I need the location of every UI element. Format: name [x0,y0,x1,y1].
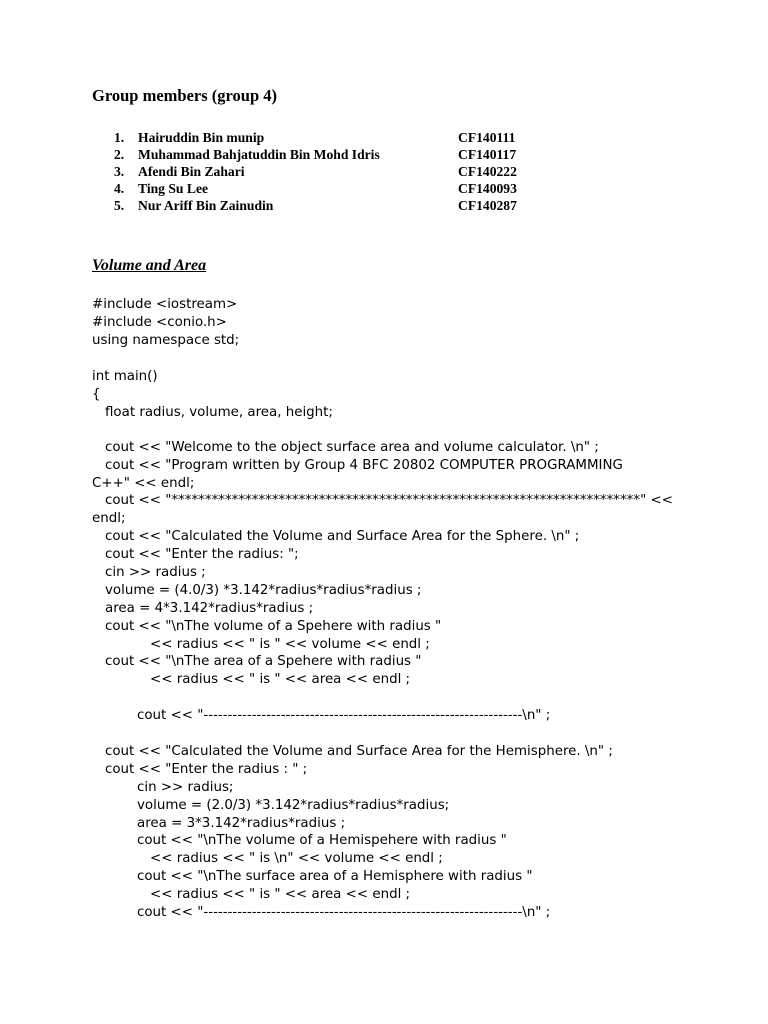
code-line: C++" << endl; [92,476,195,491]
member-name: Muhammad Bahjatuddin Bin Mohd Idris [138,147,380,162]
member-number: 3. [114,164,125,179]
code-line: cout << "------------------------------------------------------------------\n" ; [137,708,551,723]
member-row [110,164,530,181]
member-number: 2. [114,147,125,162]
member-number: 1. [114,130,125,145]
code-line: #include <iostream> [92,297,238,312]
code-line: area = 3*3.142*radius*radius ; [137,816,346,831]
code-line: cout << "\nThe area of a Spehere with radius " [105,654,422,669]
code-line: cout << "Calculated the Volume and Surface Area for the Sphere. \n" ; [105,529,580,544]
member-row [110,130,530,147]
code-line: << radius << " is " << volume << endl ; [150,637,430,652]
member-id: CF140117 [458,147,517,162]
member-name: Ting Su Lee [138,181,209,196]
code-line: cout << "\nThe surface area of a Hemisphere with radius " [137,869,533,884]
code-line: cout << "Enter the radius: "; [105,547,299,562]
code-line: cout << "Enter the radius : " ; [105,762,308,777]
member-name: Hairuddin Bin munip [138,130,265,145]
code-line: int main() [92,369,158,384]
code-line: cout << "\nThe volume of a Spehere with radius " [105,619,442,634]
code-line: cin >> radius ; [105,565,206,580]
code-line: area = 4*3.142*radius*radius ; [105,601,314,616]
code-line: volume = (2.0/3) *3.142*radius*radius*radius; [137,798,450,813]
code-line: using namespace std; [92,333,240,348]
code-line: cout << "**********************************************************************" << [105,493,673,508]
code-line: cout << "------------------------------------------------------------------\n" ; [137,905,551,920]
code-line: cout << "Welcome to the object surface area and volume calculator. \n" ; [105,440,599,455]
member-number: 5. [114,198,125,213]
member-row [110,181,530,198]
member-name: Nur Ariff Bin Zainudin [138,198,274,213]
code-line: cout << "\nThe volume of a Hemispehere with radius " [137,833,507,848]
code-line: cout << "Calculated the Volume and Surface Area for the Hemisphere. \n" ; [105,744,613,759]
member-id: CF140222 [458,164,517,179]
code-line: cout << "Program written by Group 4 BFC 20802 COMPUTER PROGRAMMING [105,458,623,473]
code-line: << radius << " is " << area << endl ; [150,887,411,902]
code-line: << radius << " is \n" << volume << endl ; [150,851,443,866]
member-number: 4. [114,181,125,196]
member-row [110,198,530,215]
member-row [110,147,530,164]
section-heading: Volume and Area [92,257,207,274]
code-line: cin >> radius; [137,780,234,795]
member-id: CF140111 [458,130,516,145]
code-line: { [92,387,101,402]
code-line: float radius, volume, area, height; [105,405,333,420]
member-id: CF140287 [458,198,517,213]
group-members-heading: Group members (group 4) [92,86,278,105]
code-line: << radius << " is " << area << endl ; [150,672,411,687]
member-name: Afendi Bin Zahari [138,164,245,179]
code-line: volume = (4.0/3) *3.142*radius*radius*radius ; [105,583,422,598]
code-line: endl; [92,511,126,526]
code-line: #include <conio.h> [92,315,227,330]
member-id: CF140093 [458,181,517,196]
